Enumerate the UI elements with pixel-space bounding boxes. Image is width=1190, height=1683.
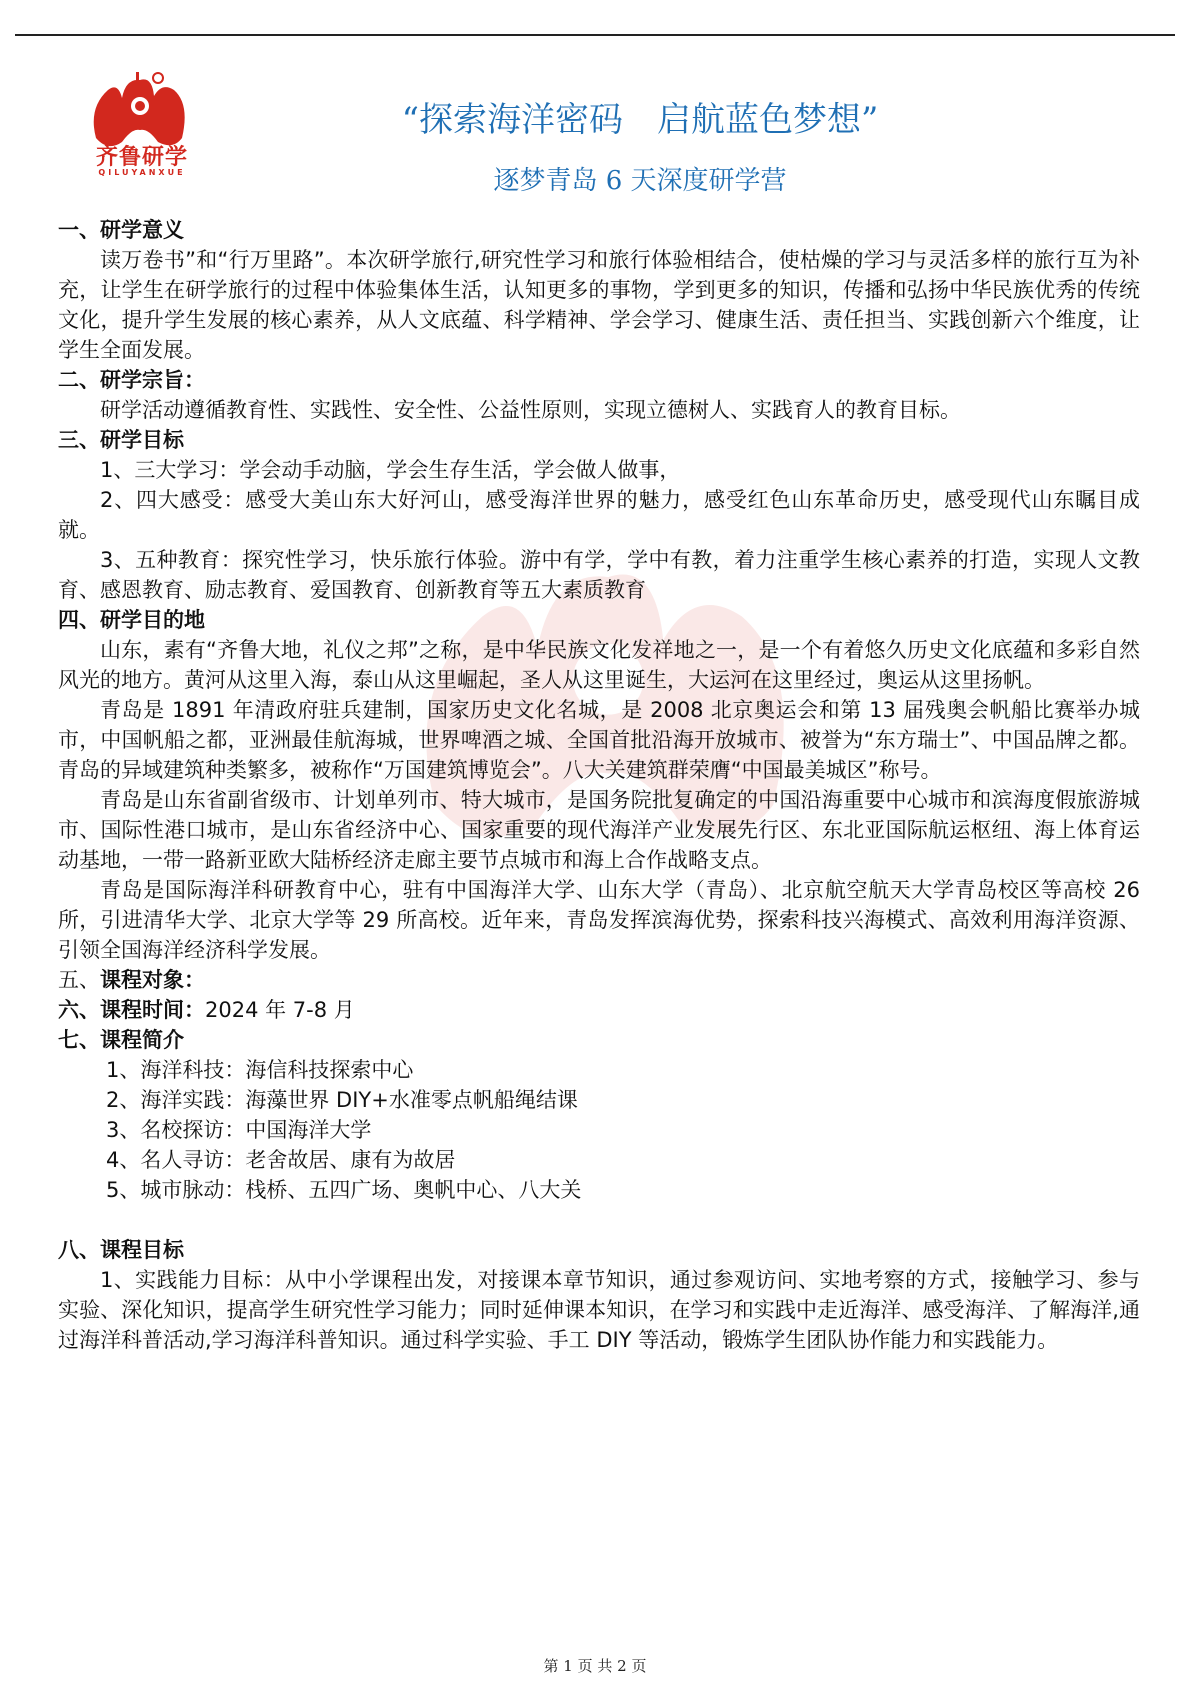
section-4-paragraph: 青岛是山东省副省级市、计划单列市、特大城市，是国务院批复确定的中国沿海重要中心城市和滨海度假旅游城市、国际性港口城市，是山东省经济中心、国家重要的现代海洋产业发展先行区、东北亚国际航运枢纽、海上体育运动基地，一带一路新亚欧大陆桥经济走廊主要节点城市和海上合作战略支点。 — [58, 788, 1140, 872]
page-number: 第 1 页 共 2 页 — [543, 1657, 647, 1675]
section-1-heading: 一、研学意义 — [58, 218, 184, 242]
logo-name: 齐鲁研学 — [95, 145, 188, 170]
section-4-paragraph: 青岛是 1891 年清政府驻兵建制，国家历史文化名城，是 2008 北京奥运会和第 13 届残奥会帆船比赛举办城市，中国帆船之都，亚洲最佳航海城，世界啤酒之城、全国首批沿海开放城市、被誉为“东方瑞士”、中国品牌之都。青岛的异域建筑种类繁多，被称作“万国建筑博览会”。八大关建筑群荣膺“中国最美城区”称号。 — [58, 698, 1140, 782]
spacer — [58, 1205, 1140, 1235]
course-item: 3、名校探访：中国海洋大学 — [106, 1118, 372, 1142]
section-6-value: 2024 年 7-8 月 — [205, 998, 355, 1022]
top-rule — [15, 34, 1175, 36]
section-2-heading: 二、研学宗旨： — [58, 368, 205, 392]
document-body — [58, 215, 1140, 1355]
section-6-label: 六、课程时间： — [58, 998, 205, 1022]
section-8-heading: 八、课程目标 — [58, 1238, 184, 1262]
section-6-heading — [58, 995, 1140, 1025]
section-3-item: 1、三大学习：学会动手动脑，学会生存生活，学会做人做事， — [100, 458, 681, 482]
course-item: 2、海洋实践：海藻世界 DIY+水准零点帆船绳结课 — [106, 1088, 578, 1112]
section-3-item: 3、五种教育：探究性学习，快乐旅行体验。游中有学，学中有教，着力注重学生核心素养的打造，实现人文教育、感恩教育、励志教育、爱国教育、创新教育等五大素质教育 — [58, 548, 1140, 602]
section-3-item: 2、四大感受：感受大美山东大好河山，感受海洋世界的魅力，感受红色山东革命历史，感受现代山东瞩目成就。 — [58, 488, 1140, 542]
section-5-label: 课程对象： — [100, 968, 205, 992]
page-subtitle: 逐梦青岛 6 天深度研学营 — [493, 166, 787, 196]
section-4-paragraph: 青岛是国际海洋科研教育中心，驻有中国海洋大学、山东大学（青岛）、北京航空航天大学青岛校区等高校 26 所，引进清华大学、北京大学等 29 所高校。近年来，青岛发挥滨海优势，探索科技兴海模式、高效利用海洋资源、引领全国海洋经济科学发展。 — [58, 878, 1140, 962]
course-item: 5、城市脉动：栈桥、五四广场、奥帆中心、八大关 — [106, 1178, 582, 1202]
section-3-heading: 三、研学目标 — [58, 428, 184, 452]
course-item: 4、名人寻访：老舍故居、康有为故居 — [106, 1148, 456, 1172]
section-2-paragraph: 研学活动遵循教育性、实践性、安全性、公益性原则，实现立德树人、实践育人的教育目标。 — [100, 398, 961, 422]
section-4-paragraph: 山东，素有“齐鲁大地，礼仪之邦”之称，是中华民族文化发祥地之一，是一个有着悠久历史文化底蕴和多彩自然风光的地方。黄河从这里入海，泰山从这里崛起，圣人从这里诞生，大运河在这里经过，奥运从这里扬帆。 — [58, 638, 1140, 692]
section-1-paragraph: 读万卷书”和“行万里路”。本次研学旅行,研究性学习和旅行体验相结合，使枯燥的学习与灵活多样的旅行互为补充，让学生在研学旅行的过程中体验集体生活，认知更多的事物，学到更多的知识，传播和弘扬中华民族优秀的传统文化，提升学生发展的核心素养，从人文底蕴、科学精神、学会学习、健康生活、责任担当、实践创新六个维度，让学生全面发展。 — [58, 248, 1140, 362]
section-5-heading — [58, 965, 1140, 995]
page-title: “探索海洋密码 启航蓝色梦想” — [401, 100, 879, 140]
section-7-heading: 七、课程简介 — [58, 1028, 184, 1052]
section-8-paragraph: 1、实践能力目标：从中小学课程出发，对接课本章节知识，通过参观访问、实地考察的方式，接触学习、参与实验、深化知识，提高学生研究性学习能力；同时延伸课本知识，在学习和实践中走近海洋、感受海洋、了解海洋,通过海洋科普活动,学习海洋科普知识。通过科学实验、手工 DIY 等活动，锻炼学生团队协作能力和实践能力。 — [58, 1268, 1140, 1352]
section-4-heading: 四、研学目的地 — [58, 608, 205, 632]
logo-sub: QILUYANXUE — [98, 168, 186, 177]
section-5-prefix: 五、 — [58, 968, 100, 992]
course-item: 1、海洋科技：海信科技探索中心 — [106, 1058, 414, 1082]
